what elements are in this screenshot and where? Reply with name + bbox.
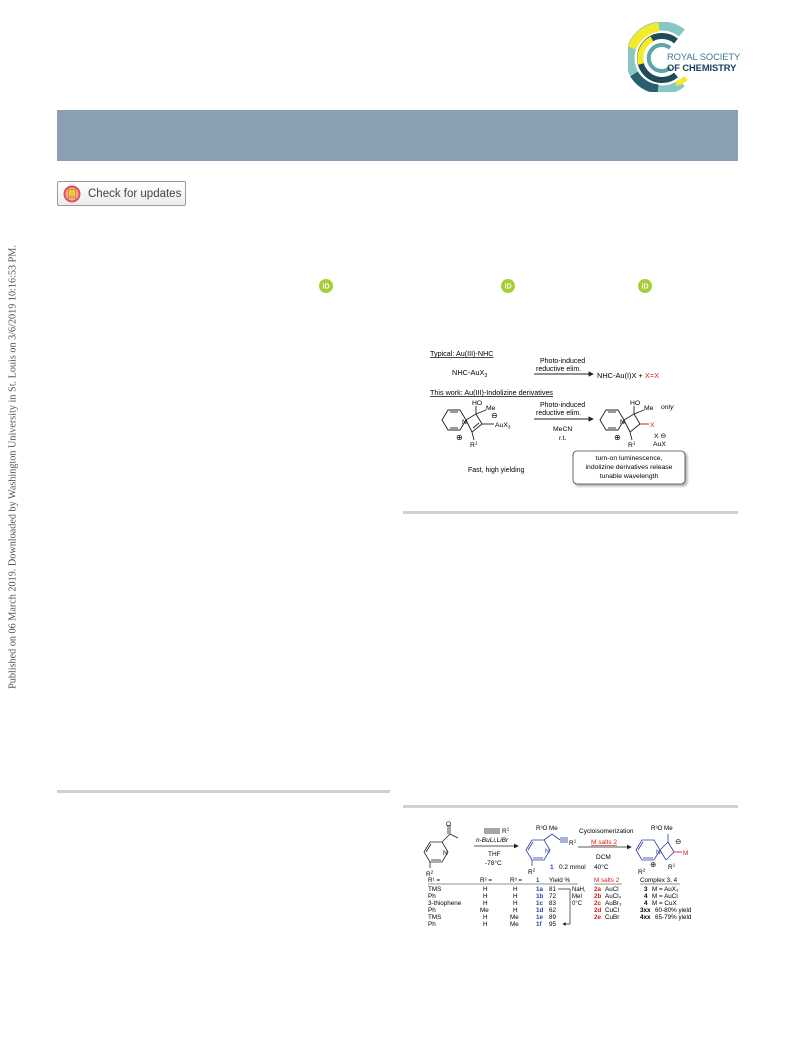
orcid-icon[interactable]: [638, 279, 652, 293]
orcid-icon[interactable]: [319, 279, 333, 293]
svg-text:NaH,: NaH,: [572, 887, 586, 893]
product-cation-charge: ⊕: [650, 860, 657, 869]
svg-text:AuCl₃: AuCl₃: [605, 893, 622, 900]
svg-text:H: H: [483, 914, 488, 921]
download-notice: Published on 06 March 2019. Downloaded by Washington University in St. Louis on 3/6/2019 10:16:53 PM.: [7, 245, 19, 689]
section-divider: [57, 790, 390, 793]
svg-text:iD: iD: [504, 283, 512, 291]
svg-text:TMS: TMS: [428, 914, 442, 921]
pyridine-n-label: N: [443, 850, 448, 857]
anion-charge: ⊖: [491, 411, 498, 420]
svg-text:M = AuCl: M = AuCl: [652, 893, 678, 900]
product-1: NHC-Au(I)X + X=X: [597, 371, 660, 380]
arrow-2-temperature: r.t.: [559, 435, 567, 442]
list-item: [594, 886, 619, 893]
list-item: [644, 893, 678, 900]
svg-text:iD: iD: [641, 283, 649, 291]
svg-text:1: 1: [536, 877, 540, 884]
list-item: [594, 914, 619, 921]
svg-text:2d: 2d: [594, 907, 602, 914]
methylation-bracket: [558, 889, 570, 924]
graphical-abstract: [428, 342, 690, 488]
m-salts-label: M salts 2: [591, 839, 618, 846]
list-item: [594, 900, 622, 907]
table-row: [428, 921, 557, 928]
cycloisomerization-label: Cycloisomerization: [579, 828, 634, 835]
typical-label: Typical: Au(III)-NHC: [430, 349, 494, 358]
svg-text:60-80% yield: 60-80% yield: [655, 907, 692, 914]
svg-text:2c: 2c: [594, 900, 602, 907]
list-item: [644, 900, 677, 907]
svg-text:3: 3: [644, 886, 648, 893]
table-row: [428, 886, 557, 893]
arrow-2-solvent: MeCN: [553, 426, 573, 433]
table-row: [428, 914, 557, 921]
product-anion-charge: ⊖: [675, 837, 682, 846]
logo-line-2: OF CHEMISTRY: [667, 62, 737, 73]
scale-label: 0.2 mmol: [559, 864, 586, 871]
logo-line-1: ROYAL SOCIETY: [667, 51, 741, 62]
fast-high-yielding-label: Fast, high yielding: [468, 467, 525, 474]
svg-text:Me: Me: [510, 914, 519, 921]
check-for-updates-button[interactable]: [57, 181, 186, 206]
svg-text:2e: 2e: [594, 914, 602, 921]
product-me-label: Me: [644, 405, 654, 412]
download-sidebar: [0, 0, 26, 1039]
product-n-label: N: [656, 849, 661, 856]
solvent-dcm: DCM: [596, 854, 611, 861]
svg-text:4: 4: [644, 900, 648, 907]
svg-text:CuCl: CuCl: [605, 907, 619, 914]
svg-text:R² =: R² =: [480, 877, 493, 884]
product-r1-label: $R^1$: [668, 862, 676, 871]
arrow-1-condition-bottom: reductive elim.: [536, 366, 582, 373]
r3o-me-label: R³O Me: [536, 825, 558, 832]
reagent-nbuli: n-BuLi,LiBr: [476, 837, 509, 844]
svg-text:89: 89: [549, 914, 557, 921]
svg-text:1f: 1f: [536, 921, 542, 928]
svg-text:2b: 2b: [594, 893, 602, 900]
solvent-thf: THF: [488, 851, 501, 858]
counter-anion-label: X ⊖: [654, 433, 667, 440]
only-label: only: [661, 404, 674, 411]
carbonyl-o-label: O: [446, 821, 452, 828]
feature-line-3: tunable wavelength: [599, 473, 659, 480]
svg-text:1d: 1d: [536, 907, 544, 914]
temperature-1: -78°C: [485, 860, 502, 867]
r1-label: $R^1$: [470, 441, 478, 449]
m-salts-rows: [594, 886, 622, 921]
arrow-2-condition-bottom: reductive elim.: [536, 410, 582, 417]
svg-text:H: H: [513, 886, 518, 893]
svg-text:81: 81: [549, 886, 557, 893]
svg-text:R¹ =: R¹ =: [428, 877, 441, 884]
section-divider: [403, 805, 738, 808]
aux3-label: AuX$_3$: [495, 422, 511, 431]
temperature-2: 40°C: [594, 864, 609, 871]
svg-text:AuBr₃: AuBr₃: [605, 900, 622, 907]
bookmark-icon: [63, 185, 81, 203]
svg-text:H: H: [513, 900, 518, 907]
svg-text:4xx: 4xx: [640, 914, 651, 921]
compound-1-label: 1: [550, 864, 554, 871]
product-r2-label: $R^2$: [638, 867, 646, 876]
complex-header: Complex 3, 4: [640, 877, 678, 884]
table-row: [428, 907, 557, 914]
alkyne-r1-label: $R^1$: [502, 826, 510, 835]
product-ho-label: HO: [630, 400, 641, 407]
substrate-table-header: [428, 877, 571, 884]
table-row: [428, 900, 557, 907]
svg-text:65-79% yield: 65-79% yield: [655, 914, 692, 921]
svg-text:1a: 1a: [536, 886, 544, 893]
feature-line-2: indolizine derivatives release: [585, 464, 673, 471]
methylation-conditions: [572, 887, 586, 907]
reactant-1: NHC-AuX$_3$: [452, 368, 488, 379]
svg-text:1b: 1b: [536, 893, 544, 900]
list-item: [644, 886, 679, 893]
svg-text:72: 72: [549, 893, 557, 900]
r2-label: $R^2$: [426, 869, 434, 878]
list-item: [594, 907, 619, 914]
svg-text:H: H: [483, 886, 488, 893]
product-r3o-me-label: R³O Me: [651, 825, 673, 832]
orcid-icon[interactable]: [501, 279, 515, 293]
svg-text:4: 4: [644, 893, 648, 900]
m-salts-header: M salts 2: [594, 877, 620, 884]
feature-line-1: turn-on luminescence,: [595, 455, 663, 462]
svg-text:H: H: [483, 900, 488, 907]
svg-text:Yield %: Yield %: [549, 877, 571, 884]
complex-product-structure: [636, 834, 674, 860]
svg-text:TMS: TMS: [428, 886, 442, 893]
svg-text:Ph: Ph: [428, 921, 436, 928]
check-for-updates-label: Check for updates: [88, 187, 182, 200]
svg-text:MeI: MeI: [572, 894, 583, 900]
product-metal-label: M: [683, 850, 689, 857]
svg-text:Me: Me: [510, 921, 519, 928]
article-header-band: [57, 110, 738, 161]
list-item: [640, 907, 692, 914]
section-divider: [403, 511, 738, 514]
svg-text:Ph: Ph: [428, 893, 436, 900]
svg-text:3-thiophene: 3-thiophene: [428, 900, 462, 907]
list-item: [640, 914, 692, 921]
svg-text:R³ =: R³ =: [510, 877, 523, 884]
intermediate-r1-label: $R^1$: [569, 838, 577, 847]
svg-text:AuCl: AuCl: [605, 886, 619, 893]
svg-text:H: H: [513, 893, 518, 900]
svg-text:M = AuX₃: M = AuX₃: [652, 886, 679, 893]
svg-text:1e: 1e: [536, 914, 544, 921]
svg-text:1c: 1c: [536, 900, 544, 907]
svg-text:H: H: [483, 921, 488, 928]
svg-text:H: H: [483, 893, 488, 900]
intermediate-r2-label: $R^2$: [528, 867, 536, 876]
aux-byproduct-label: AuX: [653, 441, 666, 448]
svg-text:Me: Me: [480, 907, 489, 914]
product-r1-label: $R^1$: [628, 441, 636, 449]
nitrogen-label: N: [462, 419, 467, 426]
list-item: [594, 893, 622, 900]
svg-text:62: 62: [549, 907, 557, 914]
svg-text:3xx: 3xx: [640, 907, 651, 914]
product-x-label: X: [650, 422, 655, 429]
table-row: [428, 893, 557, 900]
me-label: Me: [486, 405, 496, 412]
svg-text:95: 95: [549, 921, 557, 928]
acylpyridine-structure: [424, 825, 458, 868]
svg-text:Ph: Ph: [428, 907, 436, 914]
ho-label: HO: [472, 400, 483, 407]
synthesis-scheme: [418, 820, 715, 938]
intermediate-n-label: N: [545, 848, 550, 855]
product-nitrogen-label: N: [620, 419, 625, 426]
svg-text:83: 83: [549, 900, 557, 907]
complex-rows: [640, 886, 692, 921]
svg-text:iD: iD: [322, 283, 330, 291]
alkyne-reagent-structure: [484, 829, 500, 833]
svg-text:CuBr: CuBr: [605, 914, 620, 921]
arrow-1-condition-top: Photo-induced: [540, 358, 586, 365]
svg-text:H: H: [513, 907, 518, 914]
substrate-table-rows: [428, 886, 557, 928]
svg-text:M = CuX: M = CuX: [652, 900, 677, 907]
rsc-logo: [628, 22, 740, 92]
arrow-2-condition-top: Photo-induced: [540, 402, 586, 409]
this-work-label: This work: Au(III)-Indolizine derivatives: [430, 388, 554, 397]
svg-text:0°C: 0°C: [572, 901, 583, 907]
cation-charge: ⊕: [456, 433, 463, 442]
svg-text:2a: 2a: [594, 886, 602, 893]
product-cation-charge: ⊕: [614, 433, 621, 442]
